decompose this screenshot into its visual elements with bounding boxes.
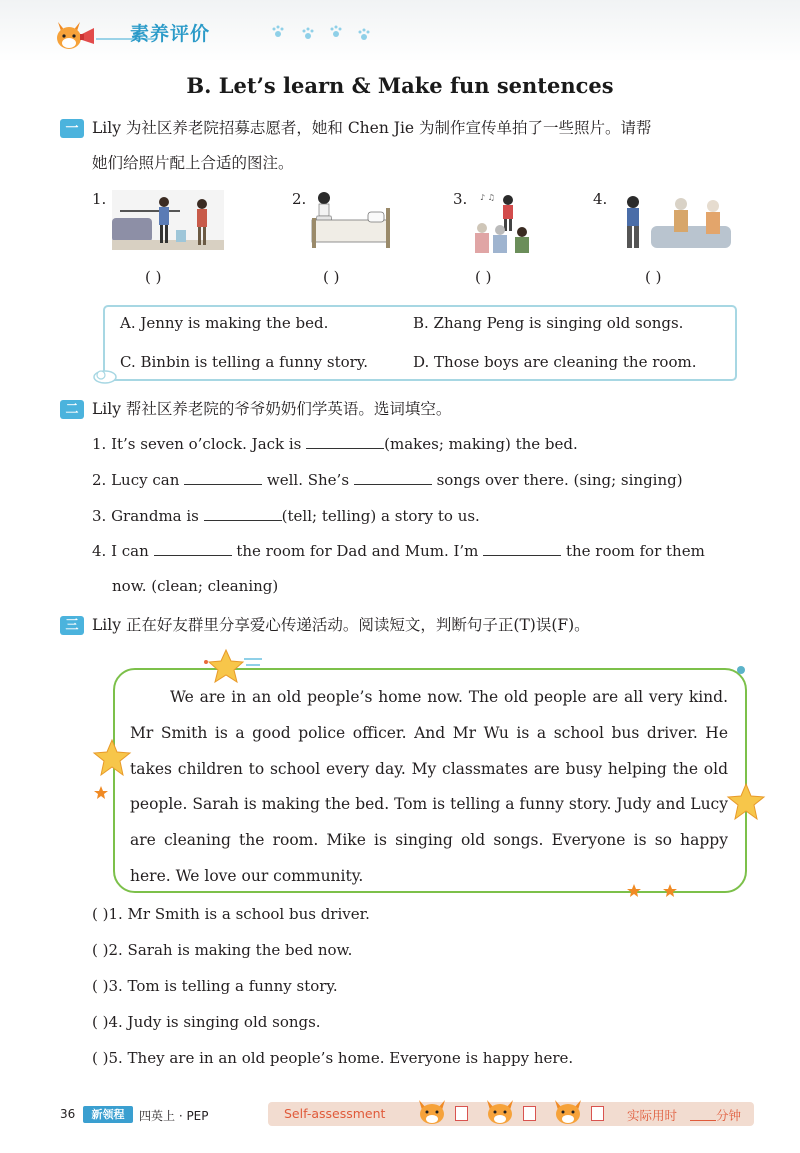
judge-item-3[interactable]: ( )3. Tom is telling a funny story.	[92, 977, 338, 995]
fill-item-2-text-a: 2. Lucy can	[92, 471, 185, 489]
assessment-checkbox-3[interactable]	[591, 1106, 604, 1121]
assessment-checkbox-1[interactable]	[455, 1106, 468, 1121]
photo-boy-singing	[472, 190, 534, 256]
judge-item-4[interactable]: ( )4. Judy is singing old songs.	[92, 1013, 321, 1031]
section3-instruction: Lily 正在好友群里分享爱心传递活动。阅读短文，判断句子正(T)误(F)。	[92, 616, 590, 634]
fox-mascot-icon	[54, 18, 96, 54]
star-decoration-left-icon	[92, 738, 132, 778]
photo-boys-cleaning	[112, 190, 224, 250]
header-title: 素养评价	[130, 23, 211, 45]
section-badge-3: 三	[60, 616, 84, 635]
option-d: D. Those boys are cleaning the room.	[413, 353, 697, 371]
time-unit-label: 分钟	[716, 1108, 742, 1123]
fox-face-icon	[552, 1098, 584, 1126]
fill-item-4-text-a: 4. I can	[92, 542, 154, 560]
fill-item-1-text-a: 1. It’s seven o’clock. Jack is	[92, 435, 307, 453]
fill-item-2-text-b: well. She’s	[262, 471, 354, 489]
option-b: B. Zhang Peng is singing old songs.	[413, 314, 684, 332]
section1-instruction-line1: Lily 为社区养老院招募志愿者，她和 Chen Jie 为制作宣传单拍了一些照片。请帮	[92, 119, 652, 137]
picture-number-3: 3.	[453, 190, 468, 208]
time-used-blank[interactable]	[690, 1120, 716, 1121]
section-badge-2: 二	[60, 400, 84, 419]
fill-item-3	[92, 507, 480, 525]
star-decoration-icon	[196, 648, 266, 684]
judge-item-2[interactable]: ( )2. Sarah is making the bed now.	[92, 941, 353, 959]
answer-paren-2: ( )	[323, 268, 340, 286]
option-a: A. Jenny is making the bed.	[120, 314, 329, 332]
fill-blank-4a[interactable]	[154, 555, 232, 556]
fill-item-2	[92, 471, 683, 489]
photo-boy-telling-story	[619, 190, 731, 254]
fox-face-icon	[484, 1098, 516, 1126]
reading-passage	[130, 680, 728, 895]
fill-blank-2a[interactable]	[184, 484, 262, 485]
fill-blank-1[interactable]	[306, 448, 384, 449]
fill-item-4-continued: now. (clean; cleaning)	[112, 577, 279, 595]
section1-instruction-line2: 她们给照片配上合适的图注。	[92, 154, 294, 172]
answer-paren-3: ( )	[475, 268, 492, 286]
self-assessment-label: Self-assessment	[284, 1106, 386, 1121]
small-star-icon	[94, 786, 108, 800]
fill-item-1	[92, 435, 578, 453]
fill-item-2-text-c: songs over there. (sing; singing)	[431, 471, 683, 489]
fill-blank-4b[interactable]	[483, 555, 561, 556]
picture-number-1: 1.	[92, 190, 107, 208]
section2-instruction: Lily 帮社区养老院的爷爷奶奶们学英语。选词填空。	[92, 400, 452, 418]
dot-decoration-icon	[735, 664, 747, 676]
time-used-label: 实际用时	[627, 1108, 678, 1123]
grade-label: 四英上 · PEP	[139, 1109, 209, 1123]
section-badge-1: 一	[60, 119, 84, 138]
option-c: C. Binbin is telling a funny story.	[120, 353, 369, 371]
cloud-decoration-icon	[92, 365, 118, 385]
picture-number-4: 4.	[593, 190, 608, 208]
judge-item-1[interactable]: ( )1. Mr Smith is a school bus driver.	[92, 905, 370, 923]
reading-passage-text: We are in an old people’s home now. The old people are all very kind. Mr Smith is a good police officer. And Mr Wu is a school bus driver. He takes children to school every day. My classmates are busy helping the old people. Sarah is making the bed. Tom is telling a funny story. Judy and Lucy are cleaning the room. Mike is singing old songs. Everyone is so happy here. We love our community.	[130, 688, 728, 885]
paw-prints-icon	[270, 22, 380, 46]
photo-girl-making-bed	[308, 190, 394, 252]
fill-blank-2b[interactable]	[354, 484, 432, 485]
answer-paren-1: ( )	[145, 268, 162, 286]
page-number: 36	[60, 1107, 76, 1121]
fill-blank-3[interactable]	[204, 520, 282, 521]
star-decoration-right-icon	[726, 780, 766, 824]
assessment-checkbox-2[interactable]	[523, 1106, 536, 1121]
svg-text:♪ ♫: ♪ ♫	[480, 193, 495, 202]
lesson-title: B. Let’s learn & Make fun sentences	[186, 73, 614, 98]
judge-item-5[interactable]: ( )5. They are in an old people’s home. Everyone is happy here.	[92, 1049, 574, 1067]
picture-number-2: 2.	[292, 190, 307, 208]
fill-item-3-text-a: 3. Grandma is	[92, 507, 204, 525]
fill-item-1-text-b: (makes; making) the bed.	[384, 435, 578, 453]
fill-item-4	[92, 542, 705, 560]
fill-item-4-text-b: the room for Dad and Mum. I’m	[231, 542, 484, 560]
brand-badge: 新领程	[83, 1106, 133, 1123]
fill-item-3-text-b: (tell; telling) a story to us.	[281, 507, 480, 525]
fox-face-icon	[416, 1098, 448, 1126]
page-header	[0, 0, 800, 62]
fill-item-4-text-c: the room for them	[561, 542, 705, 560]
answer-paren-4: ( )	[645, 268, 662, 286]
